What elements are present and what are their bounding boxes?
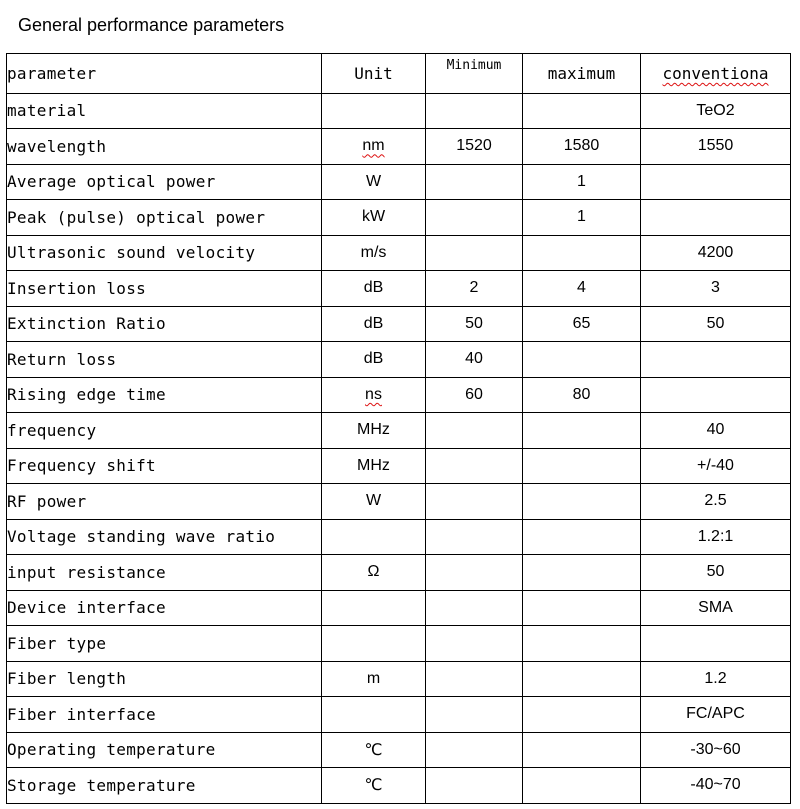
cell-unit: dB: [322, 342, 426, 378]
cell-maximum: 1580: [523, 129, 641, 165]
table-row: [7, 661, 791, 697]
cell-conventional: 50: [641, 555, 791, 591]
cell-parameter: Insertion loss: [7, 271, 322, 307]
cell-maximum: 1: [523, 164, 641, 200]
cell-unit: [322, 377, 426, 413]
cell-minimum: [426, 626, 523, 662]
cell-unit-text: ns: [365, 385, 382, 403]
cell-unit: MHz: [322, 448, 426, 484]
cell-parameter: RF power: [7, 484, 322, 520]
cell-parameter: frequency: [7, 413, 322, 449]
cell-parameter: Average optical power: [7, 164, 322, 200]
cell-unit: MHz: [322, 413, 426, 449]
table-header-row: [7, 54, 791, 94]
cell-parameter: Extinction Ratio: [7, 306, 322, 342]
cell-maximum: [523, 235, 641, 271]
cell-conventional: 2.5: [641, 484, 791, 520]
table-row: [7, 164, 791, 200]
cell-unit: ℃: [322, 768, 426, 804]
cell-minimum: [426, 93, 523, 129]
cell-unit: [322, 129, 426, 165]
table-row: [7, 697, 791, 733]
cell-minimum: [426, 732, 523, 768]
cell-maximum: [523, 519, 641, 555]
cell-conventional: 50: [641, 306, 791, 342]
cell-maximum: [523, 768, 641, 804]
header-parameter: parameter: [7, 54, 322, 94]
table-row: [7, 306, 791, 342]
cell-minimum: [426, 590, 523, 626]
cell-parameter: Operating temperature: [7, 732, 322, 768]
cell-conventional: [641, 200, 791, 236]
table-row: [7, 519, 791, 555]
header-conventional-label: conventiona: [662, 63, 769, 83]
cell-maximum: [523, 342, 641, 378]
cell-conventional: TeO2: [641, 93, 791, 129]
cell-maximum: [523, 484, 641, 520]
table-row: [7, 413, 791, 449]
cell-maximum: 1: [523, 200, 641, 236]
cell-unit: dB: [322, 306, 426, 342]
cell-minimum: [426, 768, 523, 804]
cell-unit: W: [322, 164, 426, 200]
cell-minimum: [426, 413, 523, 449]
cell-conventional: +/-40: [641, 448, 791, 484]
cell-unit: [322, 626, 426, 662]
cell-unit: W: [322, 484, 426, 520]
cell-parameter: Voltage standing wave ratio: [7, 519, 322, 555]
cell-parameter: material: [7, 93, 322, 129]
table-row: [7, 342, 791, 378]
cell-minimum: [426, 235, 523, 271]
cell-maximum: [523, 555, 641, 591]
cell-unit: m: [322, 661, 426, 697]
table-row: [7, 590, 791, 626]
performance-parameters-table: [6, 53, 791, 804]
cell-minimum: [426, 697, 523, 733]
cell-conventional: 3: [641, 271, 791, 307]
header-conventional: [641, 54, 791, 94]
cell-conventional: [641, 377, 791, 413]
cell-conventional: 1.2: [641, 661, 791, 697]
header-maximum: maximum: [523, 54, 641, 94]
cell-minimum: [426, 200, 523, 236]
cell-conventional: -30~60: [641, 732, 791, 768]
cell-maximum: [523, 590, 641, 626]
cell-parameter: Rising edge time: [7, 377, 322, 413]
cell-maximum: [523, 626, 641, 662]
cell-minimum: 60: [426, 377, 523, 413]
cell-minimum: [426, 484, 523, 520]
cell-parameter: wavelength: [7, 129, 322, 165]
cell-parameter: Fiber length: [7, 661, 322, 697]
cell-conventional: 4200: [641, 235, 791, 271]
cell-unit: [322, 93, 426, 129]
cell-unit: [322, 519, 426, 555]
cell-conventional: 40: [641, 413, 791, 449]
cell-maximum: [523, 661, 641, 697]
page-title: General performance parameters: [18, 15, 285, 35]
cell-maximum: 4: [523, 271, 641, 307]
table-row: [7, 448, 791, 484]
cell-unit: [322, 590, 426, 626]
table-row: [7, 200, 791, 236]
cell-conventional: FC/APC: [641, 697, 791, 733]
cell-maximum: [523, 448, 641, 484]
cell-conventional: [641, 164, 791, 200]
cell-conventional: SMA: [641, 590, 791, 626]
table-row: [7, 377, 791, 413]
cell-minimum: 2: [426, 271, 523, 307]
table-row: [7, 768, 791, 804]
table-row: [7, 93, 791, 129]
cell-conventional: [641, 626, 791, 662]
cell-conventional: [641, 342, 791, 378]
cell-unit-text: nm: [362, 137, 385, 155]
cell-minimum: [426, 519, 523, 555]
cell-conventional: 1550: [641, 129, 791, 165]
cell-minimum: [426, 661, 523, 697]
cell-parameter: Fiber type: [7, 626, 322, 662]
cell-maximum: [523, 413, 641, 449]
cell-minimum: 1520: [426, 129, 523, 165]
cell-parameter: Storage temperature: [7, 768, 322, 804]
table-row: [7, 129, 791, 165]
cell-minimum: 40: [426, 342, 523, 378]
cell-unit: m/s: [322, 235, 426, 271]
cell-minimum: [426, 555, 523, 591]
cell-maximum: 80: [523, 377, 641, 413]
cell-maximum: [523, 93, 641, 129]
cell-conventional: -40~70: [641, 768, 791, 804]
table-row: [7, 626, 791, 662]
cell-parameter: input resistance: [7, 555, 322, 591]
cell-maximum: [523, 732, 641, 768]
cell-unit: ℃: [322, 732, 426, 768]
table-row: [7, 271, 791, 307]
cell-unit: Ω: [322, 555, 426, 591]
table-row: [7, 484, 791, 520]
table-row: [7, 235, 791, 271]
cell-parameter: Device interface: [7, 590, 322, 626]
cell-conventional: 1.2:1: [641, 519, 791, 555]
header-minimum: Minimum: [426, 54, 523, 94]
cell-unit: kW: [322, 200, 426, 236]
cell-minimum: 50: [426, 306, 523, 342]
table-row: [7, 732, 791, 768]
header-unit: Unit: [322, 54, 426, 94]
cell-parameter: Return loss: [7, 342, 322, 378]
table-row: [7, 555, 791, 591]
cell-parameter: Frequency shift: [7, 448, 322, 484]
cell-parameter: Fiber interface: [7, 697, 322, 733]
cell-parameter: Ultrasonic sound velocity: [7, 235, 322, 271]
cell-parameter: Peak (pulse) optical power: [7, 200, 322, 236]
cell-minimum: [426, 448, 523, 484]
cell-minimum: [426, 164, 523, 200]
cell-unit: dB: [322, 271, 426, 307]
cell-maximum: [523, 697, 641, 733]
cell-maximum: 65: [523, 306, 641, 342]
cell-unit: [322, 697, 426, 733]
